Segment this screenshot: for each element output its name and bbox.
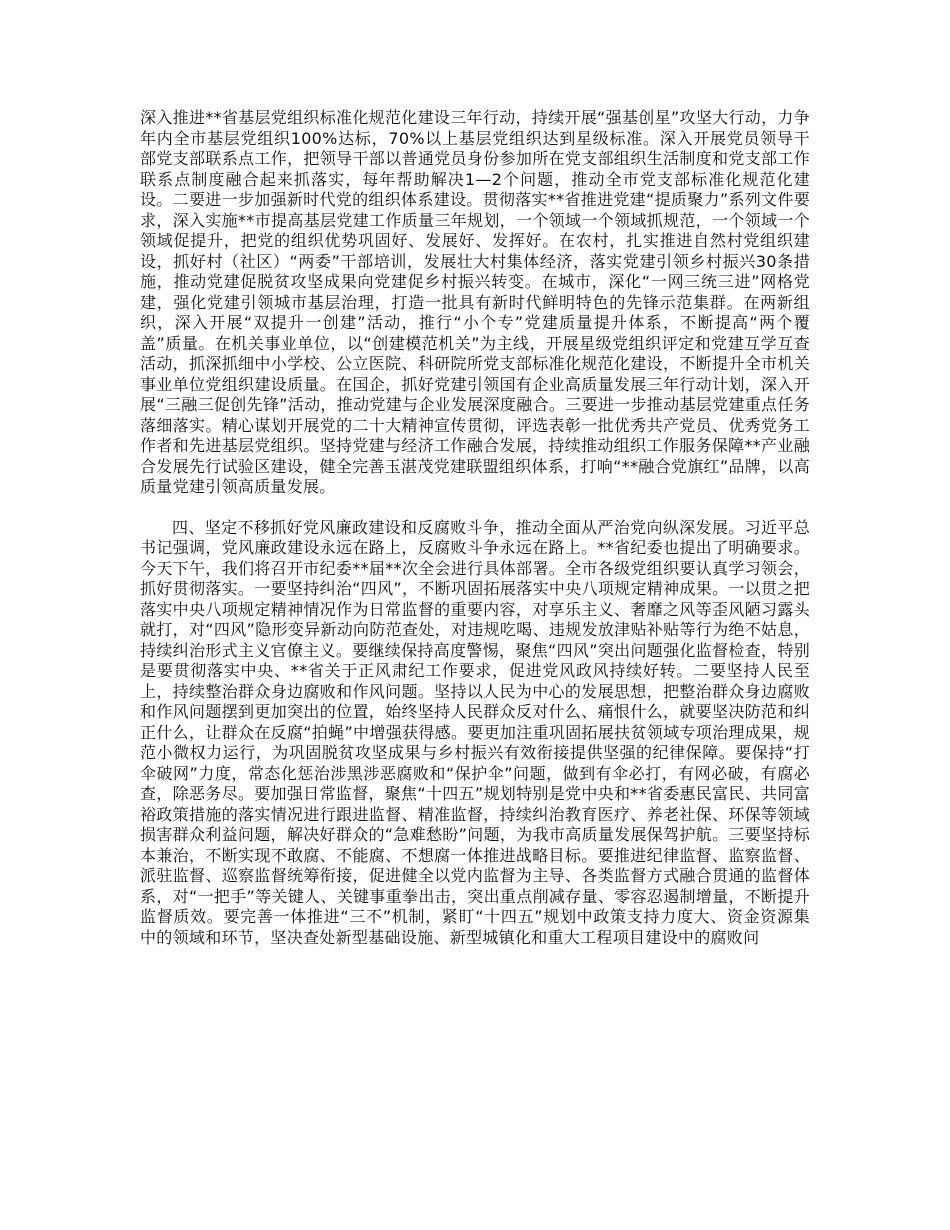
document-body xyxy=(140,108,810,948)
paragraph-party-building: 深入推进**省基层党组织标准化规范化建设三年行动，持续开展“强基创星”攻坚大行动，力争年内全市基层党组织100%达标，70%以上基层党组织达到星级标准。深入开展党员领导干部党支部联系点工作，把领导干部以普通党员身份参加所在党支部组织生活制度和党支部工作联系点制度融合起来抓落实，每年帮助解决1—2个问题，推动全市党支部标准化规范化建设。二要进一步加强新时代党的组织体系建设。贯彻落实**省推进党建“提质聚力”系列文件要求，深入实施**市提高基层党建工作质量三年规划，一个领域一个领域抓规范，一个领域一个领域促提升，把党的组织优势巩固好、发展好、发挥好。在农村，扎实推进自然村党组织建设，抓好村（社区）“两委”干部培训，发展壮大村集体经济，落实党建引领乡村振兴30条措施，推动党建促脱贫攻坚成果向党建促乡村振兴转变。在城市，深化“一网三统三进”网格党建，强化党建引领城市基层治理，打造一批具有新时代鲜明特色的先锋示范集群。在两新组织，深入开展“双提升一创建”活动，推行“小个专”党建质量提升体系，不断提高“两个覆盖”质量。在机关事业单位，以“创建模范机关”为主线，开展星级党组织评定和党建互学互查活动，抓深抓细中小学校、公立医院、科研院所党支部标准化规范化建设，不断提升全市机关事业单位党组织建设质量。在国企，抓好党建引领国有企业高质量发展三年行动计划，深入开展“三融三促创先锋”活动，推动党建与企业发展深度融合。三要进一步推动基层党建重点任务落细落实。精心谋划开展党的二十大精神宣传贯彻，评选表彰一批优秀共产党员、优秀党务工作者和先进基层党组织。坚持党建与经济工作融合发展，持续推动组织工作服务保障**产业融合发展先行试验区建设，健全完善玉湛茂党建联盟组织体系，打响“**融合党旗红”品牌，以高质量党建引领高质量发展。 xyxy=(140,108,810,496)
paragraph-anti-corruption: 四、坚定不移抓好党风廉政建设和反腐败斗争，推动全面从严治党向纵深发展。习近平总书记强调，党风廉政建设永远在路上，反腐败斗争永远在路上。**省纪委也提出了明确要求。今天下午，我们将召开市纪委**届**次全会进行具体部署。全市各级党组织要认真学习领会，抓好贯彻落实。一要坚持纠治“四风”，不断巩固拓展落实中央八项规定精神成果。一以贯之把落实中央八项规定精神情况作为日常监督的重要内容，对享乐主义、奢靡之风等歪风陋习露头就打，对“四风”隐形变异新动向防范查处，对违规吃喝、违规发放津贴补贴等行为绝不姑息，持续纠治形式主义官僚主义。要继续保持高度警惕，聚焦“四风”突出问题强化监督检查，特别是要贯彻落实中央、**省关于正风肃纪工作要求，促进党风政风持续好转。二要坚持人民至上，持续整治群众身边腐败和作风问题。坚持以人民为中心的发展思想，把整治群众身边腐败和作风问题摆到更加突出的位置，始终坚持人民群众反对什么、痛恨什么，就要坚决防范和纠正什么，让群众在反腐“拍蝇”中增强获得感。要更加注重巩固拓展扶贫领域专项治理成果，规范小微权力运行，为巩固脱贫攻坚成果与乡村振兴有效衔接提供坚强的纪律保障。要保持“打伞破网”力度，常态化惩治涉黑涉恶腐败和“保护伞”问题，做到有伞必打，有网必破，有腐必查，除恶务尽。要加强日常监督，聚焦“十四五”规划特别是党中央和**省委惠民富民、共同富裕政策措施的落实情况进行跟进监督、精准监督，持续纠治教育医疗、养老社保、环保等领域损害群众利益问题，解决好群众的“急难愁盼”问题，为我市高质量发展保驾护航。三要坚持标本兼治，不断实现不敢腐、不能腐、不想腐一体推进战略目标。要推进纪律监督、监察监督、派驻监督、巡察监督统筹衔接，促进健全以党内监督为主导、各类监督方式融合贯通的监督体系，对“一把手”等关键人、关键事重拳出击，突出重点削减存量、零容忍遏制增量，不断提升监督质效。要完善一体推进“三不”机制，紧盯“十四五”规划中政策支持力度大、资金资源集中的领域和环节，坚决查处新型基础设施、新型城镇化和重大工程项目建设中的腐败问 xyxy=(140,517,810,947)
